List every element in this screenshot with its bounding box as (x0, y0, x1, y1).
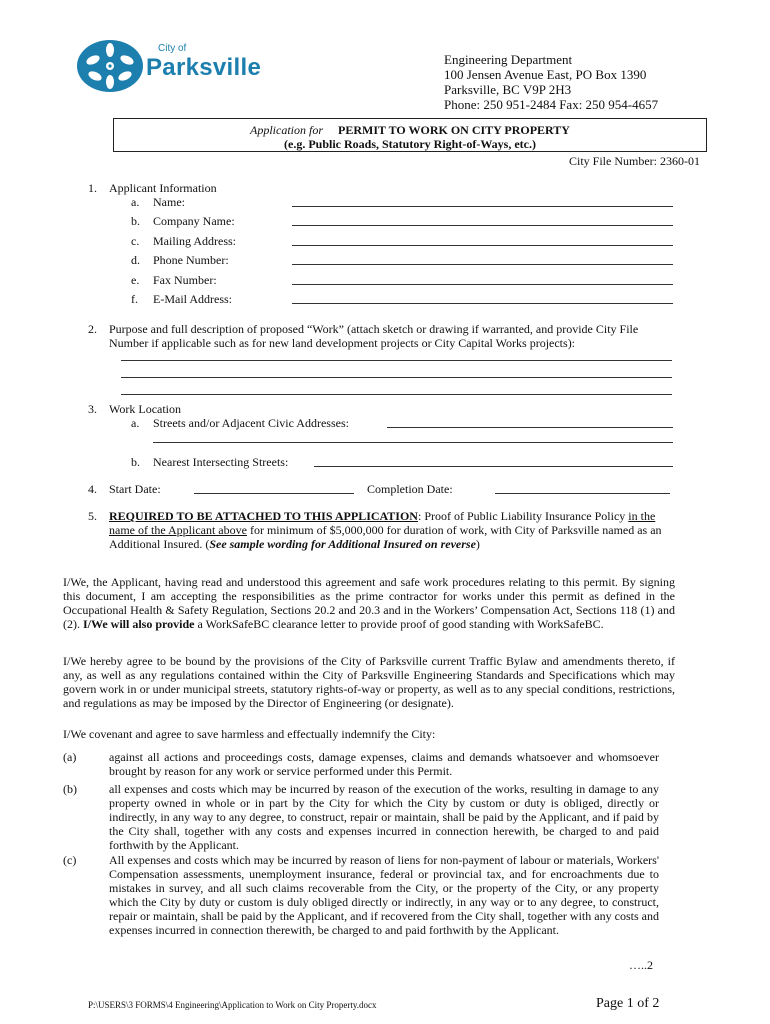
page-number: Page 1 of 2 (596, 996, 660, 1011)
title-prefix: Application for (250, 123, 324, 137)
purpose-line-1[interactable] (121, 360, 672, 361)
form-title-box (113, 118, 707, 152)
department-address (444, 52, 658, 112)
fax-number-field[interactable] (292, 284, 673, 285)
field-letter-f: f. (131, 292, 138, 306)
mailing-address-field[interactable] (292, 245, 673, 246)
intersecting-streets-field[interactable] (314, 466, 673, 467)
clause-c-mark: (c) (63, 853, 77, 867)
company-name-field[interactable] (292, 225, 673, 226)
field-letter-e: e. (131, 273, 140, 287)
name-field[interactable] (292, 206, 673, 207)
email-address-label: E-Mail Address: (153, 292, 232, 306)
section-2-description: Purpose and full description of proposed “Work” (attach sketch or drawing if warranted, and provide City File Number if applicable such as for new land development projects or City Capital Works projects): (109, 322, 639, 350)
section-3-number: 3. (88, 402, 97, 416)
section-3-heading: Work Location (109, 402, 182, 416)
purpose-line-2[interactable] (121, 377, 672, 378)
logo-parksville-text: Parksville (146, 54, 262, 81)
clause-b-mark: (b) (63, 782, 77, 796)
form-subtitle: (e.g. Public Roads, Statutory Right-of-Ways, etc.) (284, 137, 536, 151)
company-name-label: Company Name: (153, 214, 235, 228)
prime-contractor-statement: I/We, the Applicant, having read and understood this agreement and safe work procedures relating to this permit. By signing this document, I am accepting the responsibilities as the prime contractor for works under this permit as defined in the Occupational Health & Safety Regulation, Sections 20.2 and 20.3 and in the Workers’ Compensation Act, Sections 118 (1) and (2). I/We will also provide a WorkSafeBC clearance letter to provide proof of good standing with WorkSafeBC. (63, 575, 675, 631)
clause-a-text: against all actions and proceedings costs, damage expenses, claims and demands whatsoever and whomsoever brought by reason for any work or service performed under this Permit. (109, 750, 659, 778)
phone-fax: Phone: 250 951-2484 Fax: 250 954-4657 (444, 97, 659, 112)
civic-addresses-field-2[interactable] (153, 442, 673, 443)
location-letter-b: b. (131, 455, 140, 469)
completion-date-field[interactable] (495, 493, 670, 494)
start-date-field[interactable] (194, 493, 354, 494)
section-1-heading: Applicant Information (109, 181, 217, 195)
field-letter-d: d. (131, 253, 140, 267)
department-name: Engineering Department (444, 52, 573, 67)
required-heading: REQUIRED TO BE ATTACHED TO THIS APPLICATION (109, 509, 418, 523)
field-letter-c: c. (131, 234, 140, 248)
phone-number-field[interactable] (292, 264, 673, 265)
field-letter-a: a. (131, 195, 140, 209)
field-letter-b: b. (131, 214, 140, 228)
intersecting-streets-label: Nearest Intersecting Streets: (153, 455, 289, 469)
sand-dollar-icon (76, 38, 144, 94)
section-1-number: 1. (88, 181, 97, 195)
footer-file-path: P:\USERS\3 FORMS\4 Engineering\Application to Work on City Property.docx (88, 1000, 377, 1010)
applicant-name-emphasis: in the name of the Applicant above (109, 509, 656, 537)
city-file-number: City File Number: 2360-01 (569, 154, 700, 168)
clause-b-text: all expenses and costs which may be incurred by reason of the execution of the works, resulting in damage to any property owned in whole or in part by the City for which the City by custom or duty is obliged, directly or indirectly, in any way to any degree, to construct, repair or maintain, shall be paid by the Applicant, and if paid by the City shall, together with any costs and expenses incurred in connection herewith, be charged to and paid forthwith by the Applicant. (109, 782, 659, 852)
clause-c-text: All expenses and costs which may be incurred by reason of liens for non-payment of labour or materials, Workers' Compensation assessments, unemployment insurance, federal or provincial tax, and for encroachments due to mistakes in survey, and all such claims recoverable from the City, or the property of the City, or any property which the City by duty or custom is duly obliged directly or indirectly, in any way or to any degree, to construct, repair or maintain, shall be paid by the Applicant, and if recovered from the City shall, together with any costs and expenses incurred in connection therewith, be charged to and paid forthwith by the Applicant. (109, 853, 659, 937)
mailing-address-label: Mailing Address: (153, 234, 236, 248)
sample-wording-note: See sample wording for Additional Insured on reverse (209, 537, 476, 551)
clause-a-mark: (a) (63, 750, 77, 764)
city-logo (76, 38, 304, 94)
name-label: Name: (153, 195, 185, 209)
fax-number-label: Fax Number: (153, 273, 217, 287)
street-address: 100 Jensen Avenue East, PO Box 1390 (444, 67, 647, 82)
bylaw-agreement: I/We hereby agree to be bound by the provisions of the City of Parksville current Traffic Bylaw and amendments thereto, if any, as well as any regulations contained within the City of Parksville Engineering Standards and Specifications which may govern work in or under municipal streets, statutory rights-of-way or property, as well as to any special conditions, restrictions, and regulations as may be imposed by the Director of Engineering (or designate). (63, 654, 675, 710)
section-2-number: 2. (88, 322, 97, 336)
continued-marker: …..2 (629, 958, 653, 972)
civic-addresses-field[interactable] (387, 427, 673, 428)
section-5-number: 5. (88, 509, 97, 523)
section-4-number: 4. (88, 482, 97, 496)
insurance-requirement: REQUIRED TO BE ATTACHED TO THIS APPLICATION: Proof of Public Liability Insurance Policy in the name of the Applicant above for minimum of $5,000,000 for duration of work, with City of Parksville named as an Additional Insured. (See sample wording for Additional Insured on reverse) (109, 509, 662, 551)
logo-city-of-text: City of (158, 43, 187, 54)
purpose-line-3[interactable] (121, 394, 672, 395)
phone-number-label: Phone Number: (153, 253, 229, 267)
form-title: PERMIT TO WORK ON CITY PROPERTY (338, 123, 570, 137)
location-letter-a: a. (131, 416, 140, 430)
start-date-label: Start Date: (109, 482, 161, 496)
completion-date-label: Completion Date: (367, 482, 453, 496)
civic-addresses-label: Streets and/or Adjacent Civic Addresses: (153, 416, 349, 430)
city-postal: Parksville, BC V9P 2H3 (444, 82, 572, 97)
email-address-field[interactable] (292, 303, 673, 304)
indemnity-intro: I/We covenant and agree to save harmless and effectually indemnify the City: (63, 727, 436, 741)
